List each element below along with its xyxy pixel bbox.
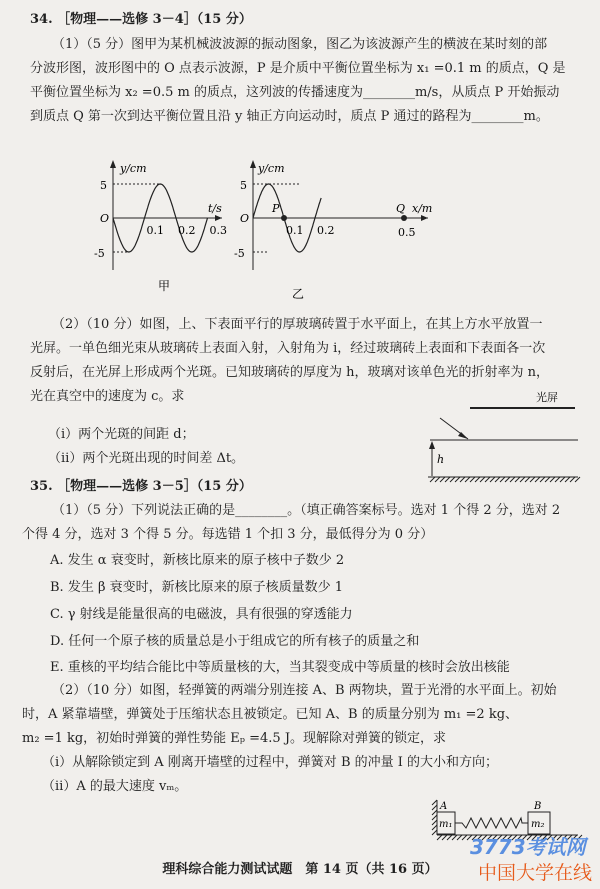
x-tick-label: 0.1: [286, 224, 304, 237]
q35-title: 35. ［物理——选修 3－5］（15 分）: [30, 479, 252, 494]
yi-origin: O: [240, 212, 250, 225]
h-label: h: [437, 453, 445, 466]
q34-title: 34. ［物理——选修 3－4］（15 分）: [30, 12, 252, 27]
q35-p1-line: 个得 4 分，选对 3 个得 5 分。每选错 1 个扣 3 分，最低得分为 0 分）: [22, 527, 434, 542]
q34-p1-line: 到质点 Q 第一次到达平衡位置且沿 y 轴正方向运动时，质点 P 通过的路程为________m。: [30, 109, 549, 124]
jia-ylabel: y/cm: [120, 162, 147, 175]
q35-p1-line: （1）（5 分）下列说法正确的是________。（填正确答案标号。选对 1 个得 2 分，选对 2: [52, 503, 561, 518]
option-a: A. 发生 α 衰变时，新核比原来的原子核中子数少 2: [50, 553, 345, 568]
block-a-label: A: [440, 801, 448, 812]
q34-p1-line: （1）（5 分）图甲为某机械波波源的振动图象，图乙为该波源产生的横波在某时刻的部: [52, 37, 548, 52]
wall-hatch: [432, 800, 437, 835]
block-a-mass: m₁: [439, 819, 453, 830]
site-logo: 3773考试网: [470, 835, 586, 859]
q35-sub-i: （ⅰ）从解除锁定到 A 刚离开墙壁的过程中，弹簧对 B 的冲量 I 的大小和方向；: [42, 755, 499, 770]
hatch-mark: [462, 835, 467, 840]
hatch-mark: [457, 835, 462, 840]
hatch-mark: [452, 835, 457, 840]
site-logo-name: 中国大学在线: [478, 862, 593, 884]
jia-caption: 甲: [158, 279, 171, 293]
option-c: C. γ 射线是能量很高的电磁波，具有很强的穿透能力: [50, 607, 353, 622]
q34-p1-line: 分波形图，波形图中的 O 点表示波源，P 是介质中平衡位置坐标为 x₁ =0.1 m 的质点，Q 是: [30, 61, 566, 76]
hatch-mark: [432, 820, 437, 825]
x-tick-label: 0.2: [317, 224, 335, 237]
hatch-mark: [432, 830, 437, 835]
q34-p2-line: 反射后，在光屏上形成两个光斑。已知玻璃砖的厚度为 h，玻璃对该单色光的折射率为 n，: [30, 365, 550, 380]
hatch-mark: [432, 815, 437, 820]
hatch-mark: [432, 800, 437, 805]
screen-label: 光屏: [536, 391, 558, 404]
spring: [455, 818, 528, 828]
x-tick-label: 0.2: [178, 224, 196, 237]
q34-sub-i: （ⅰ）两个光斑的间距 d；: [48, 427, 195, 442]
yi-p-label: P: [272, 202, 280, 215]
q34-p2-line: （2）（10 分）如图，上、下表面平行的厚玻璃砖置于水平面上，在其上方水平放置一: [52, 317, 543, 332]
yi-ytick-5: 5: [240, 179, 247, 192]
q35-p2-line: 时，A 紧靠墙壁，弹簧处于压缩状态且被锁定。已知 A、B 的质量分别为 m₁ =2 kg、: [22, 707, 519, 722]
option-d: D. 任何一个原子核的质量总是小于组成它的所有核子的质量之和: [50, 634, 420, 649]
q35-p2-line: （2）（10 分）如图，轻弹簧的两端分别连接 A、B 两物块，置于光滑的水平面上。初始: [52, 683, 557, 698]
x-tick-label: 0.1: [146, 224, 164, 237]
x-tick-label: 0.3: [209, 224, 227, 237]
yi-ytick-neg5: -5: [234, 247, 245, 260]
q35-p2-line: m₂ =1 kg，初始时弹簧的弹性势能 Eₚ =4.5 J。现解除对弹簧的锁定，求: [22, 731, 447, 746]
yi-ylabel: y/cm: [258, 162, 285, 175]
q34-p2-line: 光屏。一单色细光束从玻璃砖上表面入射，入射角为 i，经过玻璃砖上表面和下表面各一次: [30, 341, 546, 356]
jia-xlabel: t/s: [208, 202, 222, 215]
block-b-mass: m₂: [531, 819, 545, 830]
hatch-mark: [447, 835, 452, 840]
hatch-mark: [432, 805, 437, 810]
page-footer: 理科综合能力测试试题 第 14 页（共 16 页）: [162, 862, 438, 877]
hatch-mark: [432, 825, 437, 830]
hatch-mark: [437, 835, 442, 840]
hatch-mark: [442, 835, 447, 840]
hatch-mark: [432, 810, 437, 815]
q35-sub-ii: （ⅱ）A 的最大速度 vₘ。: [42, 779, 188, 794]
yi-caption: 乙: [292, 287, 305, 301]
option-e: E. 重核的平均结合能比中等质量核的大，当其裂变成中等质量的核时会放出核能: [50, 660, 510, 675]
jia-ytick-neg5: -5: [94, 247, 105, 260]
jia-origin: O: [100, 212, 110, 225]
yi-xlabel: x/m: [412, 202, 433, 215]
q34-p2-line: 光在真空中的速度为 c。求: [30, 389, 185, 404]
block-b-label: B: [534, 801, 542, 812]
jia-ytick-5: 5: [100, 179, 107, 192]
option-b: B. 发生 β 衰变时，新核比原来的原子核质量数少 1: [50, 580, 344, 595]
yi-q-label: Q: [396, 202, 406, 215]
q34-sub-ii: （ⅱ）两个光斑出现的时间差 Δt。: [48, 451, 245, 466]
q34-p1-line: 平衡位置坐标为 x₂ =0.5 m 的质点，这列波的传播速度为________m/s，从质点 P 开始振动: [30, 85, 560, 100]
yi-q-tick: 0.5: [398, 226, 416, 239]
